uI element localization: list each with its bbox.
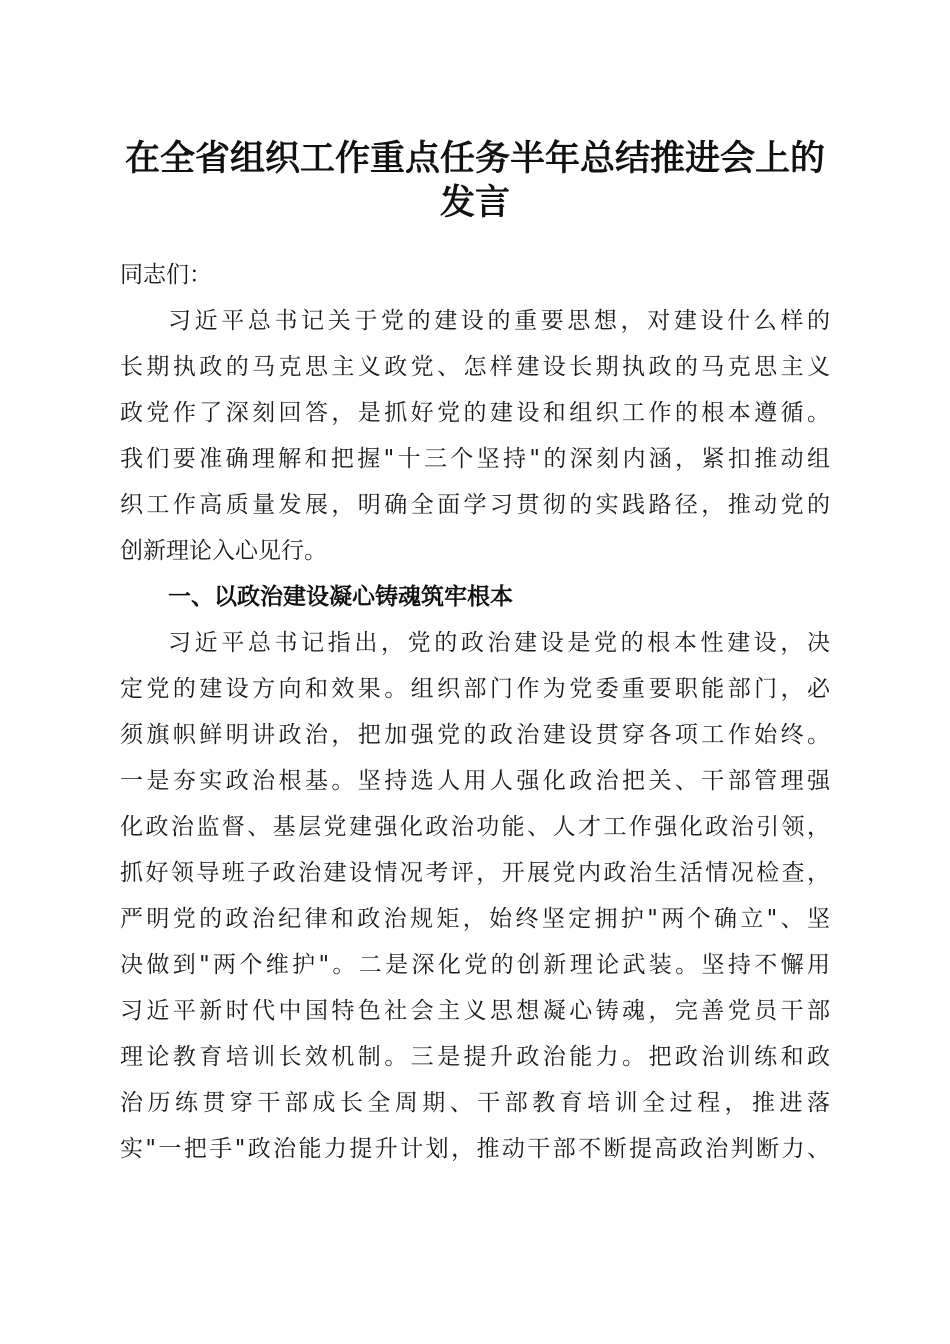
section-paragraph-line: 严明党的政治纪律和政治规矩，始终坚定拥护"两个确立"、坚 bbox=[120, 906, 830, 932]
section-paragraph-line: 决做到"两个维护"。二是深化党的创新理论武装。坚持不懈用 bbox=[120, 952, 830, 978]
intro-paragraph-line: 创新理论入心见行。 bbox=[120, 538, 327, 564]
section-paragraph-line: 一是夯实政治根基。坚持选人用人强化政治把关、干部管理强 bbox=[120, 768, 830, 794]
section-paragraph-line: 治历练贯穿干部成长全周期、干部教育培训全过程，推进落 bbox=[120, 1090, 830, 1116]
intro-paragraph-line: 织工作高质量发展，明确全面学习贯彻的实践路径，推动党的 bbox=[120, 492, 830, 518]
section-paragraph-line: 定党的建设方向和效果。组织部门作为党委重要职能部门，必 bbox=[120, 676, 830, 702]
section-paragraph-line: 习近平总书记指出，党的政治建设是党的根本性建设，决 bbox=[168, 630, 830, 656]
document-title-line-1: 在全省组织工作重点任务半年总结推进会上的 bbox=[124, 138, 825, 179]
intro-paragraph-line: 习近平总书记关于党的建设的重要思想，对建设什么样的 bbox=[168, 308, 830, 334]
section-paragraph-line: 习近平新时代中国特色社会主义思想凝心铸魂，完善党员干部 bbox=[120, 998, 830, 1024]
intro-paragraph-line: 政党作了深刻回答，是抓好党的建设和组织工作的根本遵循。 bbox=[120, 400, 830, 426]
section-paragraph-line: 抓好领导班子政治建设情况考评，开展党内政治生活情况检查， bbox=[120, 860, 830, 886]
document-body bbox=[120, 252, 830, 1172]
intro-paragraph-line: 我们要准确理解和把握"十三个坚持"的深刻内涵，紧扣推动组 bbox=[120, 446, 830, 472]
salutation: 同志们： bbox=[120, 262, 212, 288]
section-heading: 一、以政治建设凝心铸魂筑牢根本 bbox=[168, 584, 513, 610]
section-paragraph-line: 理论教育培训长效机制。三是提升政治能力。把政治训练和政 bbox=[120, 1044, 830, 1070]
section-paragraph-line: 实"一把手"政治能力提升计划，推动干部不断提高政治判断力、 bbox=[120, 1136, 830, 1162]
intro-paragraph-line: 长期执政的马克思主义政党、怎样建设长期执政的马克思主义 bbox=[120, 354, 830, 380]
section-paragraph-line: 须旗帜鲜明讲政治，把加强党的政治建设贯穿各项工作始终。 bbox=[120, 722, 830, 748]
section-paragraph-line: 化政治监督、基层党建强化政治功能、人才工作强化政治引领， bbox=[120, 814, 830, 840]
document-title-line-2: 发言 bbox=[439, 182, 510, 223]
